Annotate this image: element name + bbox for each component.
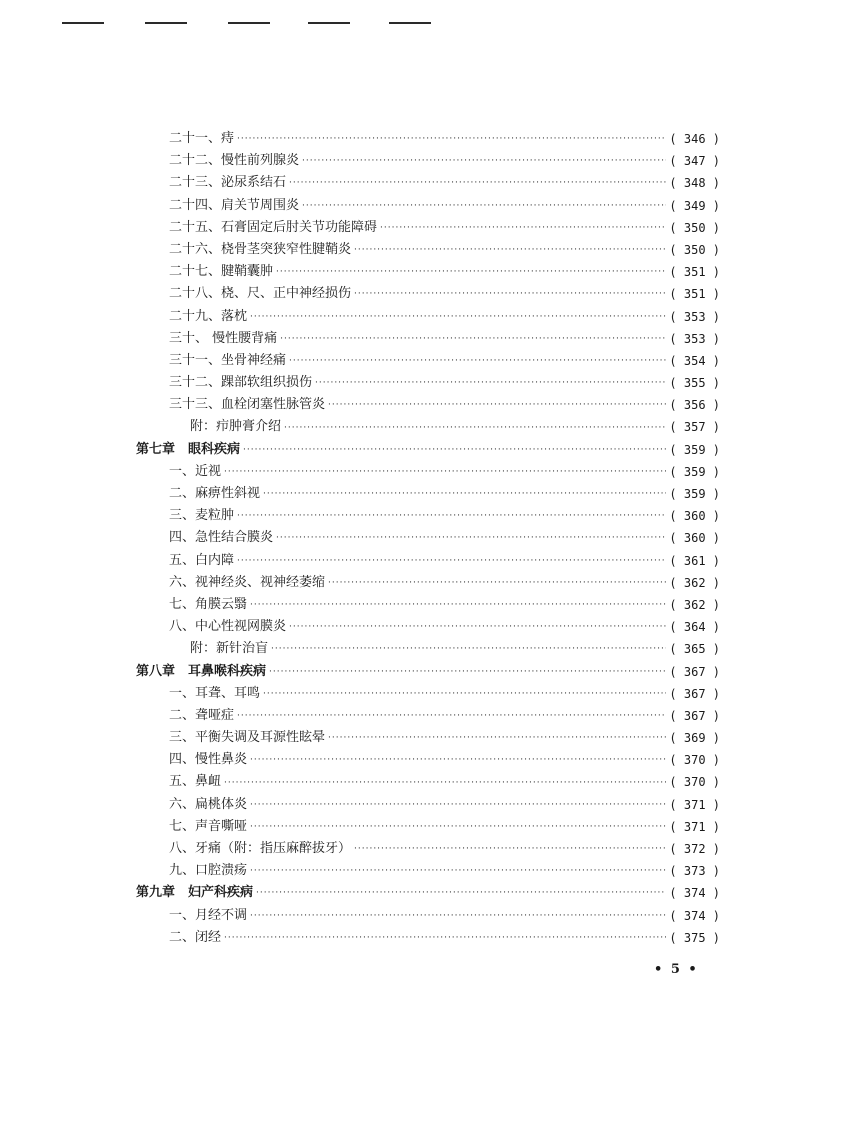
toc-leader xyxy=(224,777,666,789)
toc-leader xyxy=(250,865,666,877)
toc-entry xyxy=(136,505,720,527)
scan-mark xyxy=(228,22,270,24)
toc-entry xyxy=(136,749,720,771)
toc-leader xyxy=(263,688,666,700)
toc-entry xyxy=(136,306,720,328)
toc-leader xyxy=(224,932,666,944)
toc-entry-title: 二、聋哑症 xyxy=(169,707,235,723)
toc-chapter xyxy=(136,661,720,683)
table-of-contents xyxy=(136,128,720,949)
toc-entry-page: ( 360 ) xyxy=(669,531,720,546)
toc-chapter-title: 第九章 妇产科疾病 xyxy=(136,885,254,901)
toc-leader xyxy=(237,555,666,567)
toc-entry-page: ( 346 ) xyxy=(669,132,720,146)
toc-entry xyxy=(136,394,720,416)
toc-leader xyxy=(237,710,666,722)
toc-entry-appendix xyxy=(136,638,720,660)
toc-entry-page: ( 347 ) xyxy=(669,154,720,169)
toc-chapter xyxy=(136,439,720,461)
toc-entry xyxy=(136,816,720,838)
scan-mark xyxy=(145,22,187,24)
toc-entry-page: ( 371 ) xyxy=(669,819,720,834)
toc-entry-page: ( 370 ) xyxy=(669,753,720,768)
toc-entry-title: 三、平衡失调及耳源性眩晕 xyxy=(169,730,326,746)
toc-entry-title: 七、声音嘶哑 xyxy=(169,818,248,834)
toc-entry xyxy=(136,927,720,949)
toc-entry xyxy=(136,860,720,882)
toc-entry-title: 二十三、泌尿系结石 xyxy=(169,175,287,191)
toc-entry xyxy=(136,350,720,372)
toc-entry-page: ( 359 ) xyxy=(669,487,720,501)
toc-entry xyxy=(136,328,720,350)
toc-entry-title: 二十七、腱鞘囊肿 xyxy=(169,264,274,280)
toc-entry-page: ( 367 ) xyxy=(669,686,720,701)
toc-entry-page: ( 351 ) xyxy=(669,265,720,280)
toc-leader xyxy=(328,399,666,411)
toc-entry xyxy=(136,572,720,594)
toc-entry-page: ( 350 ) xyxy=(669,242,720,257)
toc-entry-page: ( 360 ) xyxy=(669,509,720,524)
toc-entry xyxy=(136,771,720,793)
toc-entry-title: 二、闭经 xyxy=(169,929,222,945)
toc-chapter-title: 第八章 耳鼻喉科疾病 xyxy=(136,663,267,679)
toc-entry xyxy=(136,239,720,261)
toc-entry-title: 二十四、肩关节周围炎 xyxy=(169,197,300,213)
toc-leader xyxy=(302,155,666,167)
toc-leader xyxy=(276,266,666,278)
toc-entry-page: ( 353 ) xyxy=(669,309,720,324)
toc-entry-appendix xyxy=(136,416,720,438)
toc-leader xyxy=(354,843,666,855)
toc-entry-title: 三十三、血栓闭塞性脉管炎 xyxy=(169,397,326,413)
toc-entry-title: 二十六、桡骨茎突狭窄性腱鞘炎 xyxy=(169,241,352,257)
toc-leader xyxy=(380,222,666,234)
toc-entry-page: ( 369 ) xyxy=(669,731,720,746)
toc-entry-page: ( 350 ) xyxy=(669,220,720,235)
toc-entry-title: 二十一、痔 xyxy=(169,131,235,146)
toc-leader xyxy=(250,910,666,922)
toc-entry-page: ( 354 ) xyxy=(669,353,720,368)
toc-entry-page: ( 356 ) xyxy=(669,398,720,413)
toc-entry xyxy=(136,905,720,927)
toc-entry-title: 六、视神经炎、视神经萎缩 xyxy=(169,574,326,590)
toc-entry-page: ( 357 ) xyxy=(669,420,720,435)
toc-entry-page: ( 364 ) xyxy=(669,620,720,635)
toc-leader xyxy=(302,200,666,212)
toc-entry-title: 一、耳聋、耳鸣 xyxy=(169,685,261,701)
scan-mark xyxy=(308,22,350,24)
toc-entry xyxy=(136,527,720,549)
toc-leader xyxy=(250,821,666,833)
toc-leader xyxy=(315,377,666,389)
toc-entry-page: ( 362 ) xyxy=(669,597,720,612)
toc-leader xyxy=(280,333,666,345)
toc-entry-title: 七、角膜云翳 xyxy=(169,596,248,612)
toc-entry-page: ( 355 ) xyxy=(669,376,720,391)
toc-leader xyxy=(269,666,666,678)
toc-entry-page: ( 361 ) xyxy=(669,553,720,568)
toc-entry xyxy=(136,150,720,172)
toc-entry-title: 八、中心性视网膜炎 xyxy=(169,619,287,635)
toc-entry xyxy=(136,550,720,572)
toc-entry-title: 五、白内障 xyxy=(169,552,235,568)
toc-entry xyxy=(136,172,720,194)
toc-leader xyxy=(263,488,666,500)
toc-entry-page: ( 367 ) xyxy=(669,708,720,723)
page-number: • 5 • xyxy=(654,962,699,977)
toc-entry-page: ( 371 ) xyxy=(669,797,720,812)
toc-leader xyxy=(237,133,666,145)
toc-entry xyxy=(136,195,720,217)
toc-entry-title: 四、慢性鼻炎 xyxy=(169,752,248,768)
toc-entry xyxy=(136,283,720,305)
toc-entry xyxy=(136,594,720,616)
toc-entry-page: ( 362 ) xyxy=(669,575,720,590)
toc-entry-page: ( 372 ) xyxy=(669,842,720,856)
toc-leader xyxy=(289,355,666,367)
toc-leader xyxy=(250,799,666,811)
toc-entry-title: 一、月经不调 xyxy=(169,907,248,923)
toc-leader xyxy=(250,754,666,766)
toc-entry xyxy=(136,683,720,705)
toc-leader xyxy=(250,311,666,323)
toc-entry xyxy=(136,794,720,816)
toc-leader xyxy=(354,288,666,300)
toc-leader xyxy=(328,577,666,589)
toc-entry-page: ( 373 ) xyxy=(669,864,720,879)
toc-entry-page: ( 359 ) xyxy=(669,464,720,479)
toc-entry-page: ( 374 ) xyxy=(669,886,720,901)
toc-entry-page: ( 374 ) xyxy=(669,908,720,923)
toc-leader xyxy=(284,422,666,434)
toc-entry-page: ( 375 ) xyxy=(669,930,720,945)
toc-entry xyxy=(136,616,720,638)
toc-leader xyxy=(328,732,666,744)
toc-entry xyxy=(136,727,720,749)
toc-entry-title: 三、麦粒肿 xyxy=(169,508,235,524)
toc-chapter xyxy=(136,882,720,904)
toc-leader xyxy=(354,244,666,256)
toc-leader xyxy=(276,532,666,544)
toc-entry-title: 四、急性结合膜炎 xyxy=(169,530,274,546)
toc-entry-title: 二十九、落枕 xyxy=(169,308,248,324)
toc-entry-title: 五、鼻衄 xyxy=(169,774,222,790)
toc-entry-page: ( 349 ) xyxy=(669,198,720,213)
toc-entry xyxy=(136,838,720,860)
toc-entry xyxy=(136,372,720,394)
scan-mark xyxy=(62,22,104,24)
toc-entry-title: 二十二、慢性前列腺炎 xyxy=(169,153,300,169)
toc-entry-title: 八、牙痛（附：指压麻醉拔牙） xyxy=(169,841,352,856)
toc-entry-page: ( 353 ) xyxy=(669,331,720,346)
toc-entry-title: 二十八、桡、尺、正中神经损伤 xyxy=(169,286,352,302)
toc-leader xyxy=(256,887,666,899)
toc-leader xyxy=(289,177,666,189)
toc-entry-page: ( 365 ) xyxy=(669,642,720,657)
toc-entry-page: ( 367 ) xyxy=(669,664,720,679)
toc-entry xyxy=(136,128,720,150)
toc-leader xyxy=(289,621,666,633)
toc-entry-page: ( 370 ) xyxy=(669,775,720,790)
toc-entry-title: 二、麻痹性斜视 xyxy=(169,486,261,501)
toc-entry-title: 一、近视 xyxy=(169,463,222,479)
toc-entry xyxy=(136,483,720,505)
scan-mark xyxy=(389,22,431,24)
toc-entry xyxy=(136,261,720,283)
toc-chapter-title: 第七章 眼科疾病 xyxy=(136,441,241,457)
toc-leader xyxy=(237,510,666,522)
toc-entry-page: ( 348 ) xyxy=(669,176,720,191)
toc-entry xyxy=(136,705,720,727)
toc-entry-title: 三十二、踝部软组织损伤 xyxy=(169,375,313,391)
toc-entry xyxy=(136,461,720,483)
toc-leader xyxy=(243,444,666,456)
toc-entry-title: 附：疖肿膏介绍 xyxy=(190,419,282,435)
toc-leader xyxy=(271,643,666,655)
toc-entry-title: 附：新针治盲 xyxy=(190,641,269,657)
toc-entry xyxy=(136,217,720,239)
toc-entry-page: ( 351 ) xyxy=(669,287,720,302)
toc-entry-title: 三十、 慢性腰背痛 xyxy=(169,330,278,346)
toc-leader xyxy=(250,599,666,611)
toc-entry-page: ( 359 ) xyxy=(669,442,720,457)
toc-entry-title: 二十五、石膏固定后肘关节功能障碍 xyxy=(169,219,378,235)
toc-entry-title: 九、口腔溃疡 xyxy=(169,863,248,879)
toc-leader xyxy=(224,466,666,478)
toc-entry-title: 六、扁桃体炎 xyxy=(169,796,248,812)
toc-entry-title: 三十一、坐骨神经痛 xyxy=(169,352,287,368)
